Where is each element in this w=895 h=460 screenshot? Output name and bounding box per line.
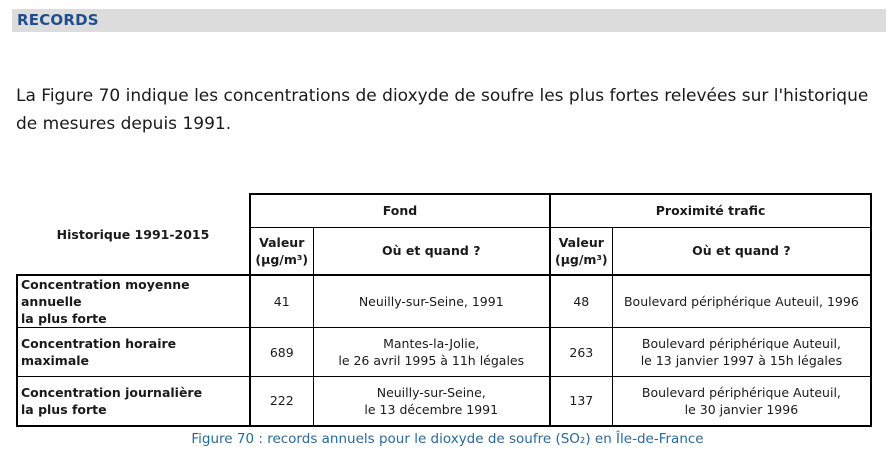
corner-label: Historique 1991-2015: [56, 226, 210, 242]
section-header-bar: [12, 9, 886, 32]
records-table: [16, 193, 872, 427]
table-row: [17, 328, 871, 377]
trafic-lieu-cell: Boulevard périphérique Auteuil, le 30 janvier 1996: [612, 377, 871, 426]
trafic-valeur-cell: 137: [550, 377, 612, 426]
figure-caption: Figure 70 : records annuels pour le dioxyde de soufre (SO₂) en Île-de-France: [191, 431, 704, 447]
row-label: Concentration journalière la plus forte: [17, 377, 250, 426]
table-row: [17, 275, 871, 328]
col-header-valeur-trafic: Valeur (µg/m³): [550, 227, 612, 275]
col-header-ou-quand-fond: Où et quand ?: [313, 227, 550, 275]
group-header-fond: Fond: [250, 194, 550, 227]
table-group-header-row: [17, 194, 871, 227]
fond-lieu-cell: Neuilly-sur-Seine, 1991: [313, 275, 550, 328]
row-label: Concentration horaire maximale: [17, 328, 250, 377]
fond-valeur-cell: 689: [250, 328, 313, 377]
col-header-valeur-fond: Valeur (µg/m³): [250, 227, 313, 275]
section-title: RECORDS: [17, 11, 99, 29]
trafic-lieu-cell: Boulevard périphérique Auteuil, le 13 janvier 1997 à 15h légales: [612, 328, 871, 377]
trafic-lieu-cell: Boulevard périphérique Auteuil, 1996: [612, 275, 871, 328]
table-row: [17, 377, 871, 426]
fond-valeur-cell: 41: [250, 275, 313, 328]
group-header-proximite-trafic: Proximité trafic: [550, 194, 871, 227]
fond-lieu-cell: Neuilly-sur-Seine, le 13 décembre 1991: [313, 377, 550, 426]
row-label: Concentration moyenne annuelle la plus forte: [17, 275, 250, 328]
fond-lieu-cell: Mantes-la-Jolie, le 26 avril 1995 à 11h légales: [313, 328, 550, 377]
trafic-valeur-cell: 48: [550, 275, 612, 328]
intro-paragraph: La Figure 70 indique les concentrations de dioxyde de soufre les plus fortes relevées sur l'historique de mesures depuis 1991.: [16, 86, 869, 134]
fond-valeur-cell: 222: [250, 377, 313, 426]
col-header-ou-quand-trafic: Où et quand ?: [612, 227, 871, 275]
trafic-valeur-cell: 263: [550, 328, 612, 377]
